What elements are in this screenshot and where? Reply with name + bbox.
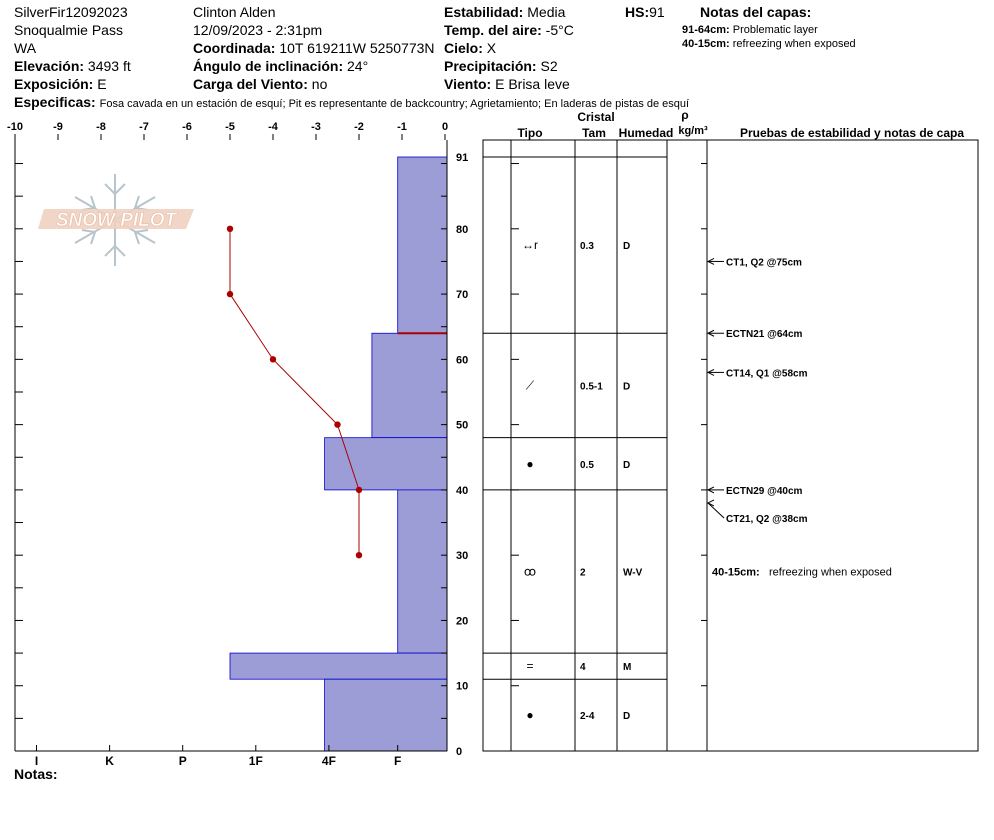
layer-table-frame (483, 140, 978, 751)
temp-tick-label: -1 (397, 121, 407, 133)
temp-tick-label: -7 (139, 121, 149, 133)
layer-crystal-symbol: ● (526, 456, 534, 471)
temperature-line (230, 229, 359, 555)
elevation-label: Elevación: (14, 58, 85, 74)
layer-moisture: W-V (623, 567, 643, 579)
hardness-tick-label: 1F (248, 754, 263, 768)
depth-tick-label: 10 (456, 680, 469, 693)
layer-crystal-symbol: ꝏ (523, 564, 537, 579)
stability-test-5: CT21, Q2 @38cm (726, 513, 808, 525)
layer-size: 0.5-1 (580, 381, 603, 393)
hardness-bar-1 (398, 157, 447, 333)
specifics-label: Especificas: (14, 94, 96, 110)
wind-value: E Brisa leve (495, 76, 570, 92)
hardness-bar-6 (325, 679, 447, 751)
temp-tick-label: -5 (225, 121, 235, 133)
test-leader-line (708, 503, 724, 518)
observer: Clinton Alden (193, 4, 276, 20)
layer-size: 0.5 (580, 459, 594, 471)
stability-test-3: CT14, Q1 @58cm (726, 368, 808, 380)
hardness-bar-2 (372, 333, 447, 437)
stability-test-1: CT1, Q2 @75cm (726, 257, 802, 269)
stability-test-2: ECTN21 @64cm (726, 329, 803, 341)
temperature-point-1 (227, 226, 233, 232)
layer-moisture: D (623, 241, 631, 253)
header-humedad: Humedad (618, 126, 674, 140)
precip-label: Precipitación: (444, 58, 537, 74)
temperature-point-5 (356, 487, 362, 493)
layer-crystal-symbol: = (526, 659, 534, 674)
hardness-bar-3 (325, 438, 447, 490)
hardness-bar-4 (398, 490, 447, 653)
depth-tick-label: 91 (456, 152, 469, 164)
coord-value: 10T 619211W 5250773N (279, 40, 435, 56)
temp-tick-label: 0 (441, 121, 449, 133)
header-cristal: Cristal (577, 110, 615, 124)
slope-label: Ángulo de inclinación: (193, 58, 344, 74)
temperature-point-4 (334, 421, 340, 427)
sky-value: X (486, 40, 497, 56)
logo-text: SNOW PILOT (55, 210, 177, 231)
hardness-tick-label: K (105, 754, 114, 768)
depth-tick-label: 30 (456, 550, 469, 563)
snowpilot-logo (38, 174, 194, 266)
layer-crystal-symbol: ⟋ (525, 378, 535, 393)
hardness-bar-5 (230, 653, 447, 679)
layer-note-2-range: 40-15cm: (682, 38, 730, 50)
hardness-tick-label: P (178, 754, 187, 768)
windload-value: no (311, 76, 328, 92)
layer-note-2-text: refreezing when exposed (732, 38, 856, 50)
depth-tick-label: 80 (456, 223, 469, 236)
airtemp-value: -5°C (545, 22, 574, 38)
layer-size: 0.3 (580, 241, 594, 253)
stability-label: Estabilidad: (444, 4, 524, 20)
sky-label: Cielo: (444, 40, 483, 56)
specifics-value: Fosa cavada en un estación de esquí; Pit es representante de backcountry; Agrietamiento; En laderas de pistas de esquí (99, 98, 690, 110)
notes-label: Notas: (14, 766, 58, 782)
temp-tick-label: -4 (268, 121, 278, 133)
test-arrow-icon (708, 500, 714, 506)
temp-tick-label: -8 (96, 121, 106, 133)
datetime: 12/09/2023 - 2:31pm (193, 22, 323, 38)
header-density-unit: kg/m³ (678, 125, 708, 137)
state: WA (14, 40, 37, 56)
layer-moisture: D (623, 381, 631, 393)
temp-tick-label: -2 (354, 121, 364, 133)
temp-tick-label: -9 (53, 121, 63, 133)
slope-value: 24° (347, 58, 369, 74)
coord-label: Coordinada: (193, 40, 276, 56)
table-layer-note-range: 40-15cm: (712, 566, 760, 579)
layer-size: 2-4 (580, 711, 595, 723)
hs-label: HS: (625, 4, 650, 20)
hs-value: 91 (649, 4, 665, 20)
airtemp-label: Temp. del aire: (444, 22, 542, 38)
precip-value: S2 (540, 58, 558, 74)
stability-value: Media (527, 4, 566, 20)
windload-label: Carga del Viento: (193, 76, 308, 92)
layer-note-1-range: 91-64cm: (682, 24, 730, 36)
depth-tick-label: 0 (456, 746, 463, 758)
header-rho: ρ (681, 108, 689, 122)
hardness-tick-label: F (394, 754, 402, 768)
temperature-point-6 (356, 552, 362, 558)
hardness-tick-label: I (34, 754, 39, 768)
hardness-tick-label: 4F (321, 754, 336, 768)
table-layer-note-text: refreezing when exposed (769, 566, 892, 579)
depth-tick-label: 50 (456, 419, 469, 432)
pit-name: SilverFir12092023 (14, 4, 128, 20)
layer-note-1-text: Problematic layer (732, 24, 818, 36)
header-tam: Tam (582, 126, 606, 140)
layer-crystal-symbol: ● (526, 708, 534, 723)
layer-moisture: D (623, 459, 631, 471)
location: Snoqualmie Pass (14, 22, 123, 38)
depth-tick-label: 40 (456, 484, 469, 497)
layer-notes-title: Notas del capas: (700, 4, 812, 20)
layer-moisture: D (623, 711, 631, 723)
wind-label: Viento: (444, 76, 492, 92)
depth-tick-label: 20 (456, 615, 469, 628)
aspect-label: Exposición: (14, 76, 94, 92)
depth-tick-label: 60 (456, 354, 469, 367)
elevation-value: 3493 ft (87, 58, 131, 74)
depth-tick-label: 70 (456, 289, 469, 302)
aspect-value: E (97, 76, 107, 92)
layer-moisture: M (623, 662, 632, 674)
header-tests: Pruebas de estabilidad y notas de capa (739, 126, 965, 140)
layer-size: 2 (580, 567, 586, 579)
temp-tick-label: -10 (7, 121, 23, 133)
stability-test-4: ECTN29 @40cm (726, 485, 803, 497)
layer-size: 4 (580, 662, 586, 674)
temperature-point-2 (227, 291, 233, 297)
temp-tick-label: -3 (311, 121, 321, 133)
layer-crystal-symbol: ↔r (522, 238, 538, 253)
header-tipo: Tipo (517, 126, 543, 140)
temperature-point-3 (270, 356, 276, 362)
temp-tick-label: -6 (182, 121, 192, 133)
